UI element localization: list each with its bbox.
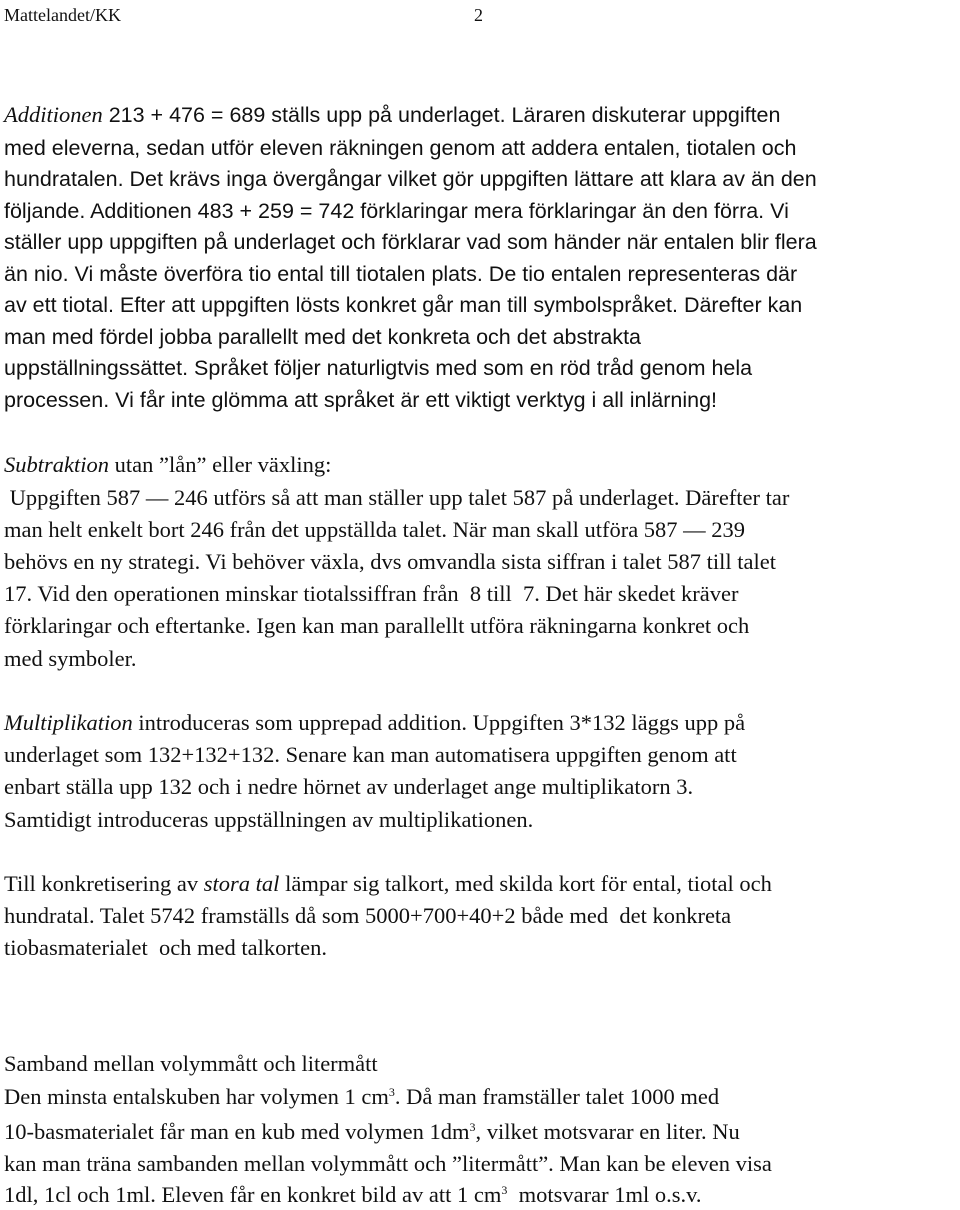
paragraph-line: med eleverna, sedan utför eleven räkningen genom att addera entalen, tiotalen och — [4, 136, 797, 160]
paragraph-line: förklaringar och eftertanke. Igen kan man parallellt utföra räkningarna konkret och — [4, 613, 750, 638]
text-run: Till konkretisering av — [4, 871, 204, 896]
term-subtraction: Subtraktion — [4, 452, 109, 477]
text-run: 10-basmaterialet får man en kub med volymen 1dm — [4, 1119, 470, 1144]
text-run: 213 + 476 = 689 ställs upp på underlaget. Läraren diskuterar uppgiften — [102, 103, 781, 127]
paragraph-line — [4, 1082, 719, 1112]
paragraph-line: med symboler. — [4, 646, 137, 671]
paragraph-line: man helt enkelt bort 246 från det uppställda talet. När man skall utföra 587 — 239 — [4, 517, 746, 542]
paragraph-line — [4, 869, 772, 899]
term-stora-tal: stora tal — [203, 871, 280, 896]
paragraph-line: ställer upp uppgiften på underlaget och förklarar vad som händer när entalen blir flera — [4, 230, 817, 254]
term-multiplication: Multiplikation — [4, 710, 133, 735]
paragraph-line — [4, 100, 780, 130]
text-run: 1dl, 1cl och 1ml. Eleven får en konkret bild av att 1 cm — [4, 1182, 502, 1207]
paragraph-line: man med fördel jobba parallellt med det konkreta och det abstrakta — [4, 325, 642, 349]
paragraph-line: Uppgiften 587 — 246 utförs så att man ställer upp talet 587 på underlaget. Därefter tar — [4, 485, 790, 510]
paragraph-line: tiobasmaterialet och med talkorten. — [4, 935, 328, 960]
paragraph-line: kan man träna sambanden mellan volymmått och ”litermått”. Man kan be eleven visa — [4, 1151, 772, 1176]
paragraph-line: enbart ställa upp 132 och i nedre hörnet av underlaget ange multiplikatorn 3. — [4, 774, 694, 799]
superscript: 3 — [469, 1120, 476, 1134]
paragraph-line: behövs en ny strategi. Vi behöver växla, dvs omvandla sista siffran i talet 587 till talet — [4, 549, 777, 574]
paragraph-line — [4, 708, 745, 738]
text-run: motsvarar 1ml o.s.v. — [507, 1182, 702, 1207]
paragraph-line: av ett tiotal. Efter att uppgiften lösts konkret går man till symbolspråket. Därefter kan — [4, 293, 803, 317]
paragraph-line: processen. Vi får inte glömma att språket är ett viktigt verktyg i all inlärning! — [4, 388, 717, 412]
text-run: Den minsta entalskuben har volymen 1 cm — [4, 1084, 389, 1109]
header-title: Mattelandet/KK — [4, 5, 121, 25]
text-run: utan ”lån” eller växling: — [109, 452, 332, 477]
superscript: 3 — [388, 1085, 395, 1099]
section-heading: Samband mellan volymmått och litermått — [4, 1051, 378, 1076]
text-run: introduceras som upprepad addition. Uppgiften 3*132 läggs upp på — [132, 710, 746, 735]
paragraph-line: Samtidigt introduceras uppställningen av multiplikationen. — [4, 807, 534, 832]
superscript: 3 — [501, 1183, 508, 1197]
paragraph-line — [4, 1180, 702, 1210]
paragraph-line — [4, 1117, 740, 1147]
paragraph-line: 17. Vid den operationen minskar tiotalssiffran från 8 till 7. Det här skedet kräver — [4, 581, 739, 606]
paragraph-line: underlaget som 132+132+132. Senare kan man automatisera uppgiften genom att — [4, 742, 737, 767]
page-number: 2 — [474, 5, 483, 25]
term-addition: Additionen — [4, 102, 103, 127]
text-run: . Då man framställer talet 1000 med — [394, 1084, 720, 1109]
paragraph-line: uppställningssättet. Språket följer naturligtvis med som en röd tråd genom hela — [4, 356, 753, 380]
text-run: lämpar sig talkort, med skilda kort för ental, tiotal och — [279, 871, 772, 896]
paragraph-line: än nio. Vi måste överföra tio ental till tiotalen plats. De tio entalen representeras där — [4, 262, 798, 286]
paragraph-line: hundratal. Talet 5742 framställs då som 5000+700+40+2 både med det konkreta — [4, 903, 732, 928]
text-run: , vilket motsvarar en liter. Nu — [475, 1119, 740, 1144]
paragraph-line: följande. Additionen 483 + 259 = 742 förklaringar mera förklaringar än den förra. Vi — [4, 199, 789, 223]
subtraction-heading — [4, 450, 331, 480]
paragraph-line: hundratalen. Det krävs inga övergångar vilket gör uppgiften lättare att klara av än den — [4, 167, 817, 191]
